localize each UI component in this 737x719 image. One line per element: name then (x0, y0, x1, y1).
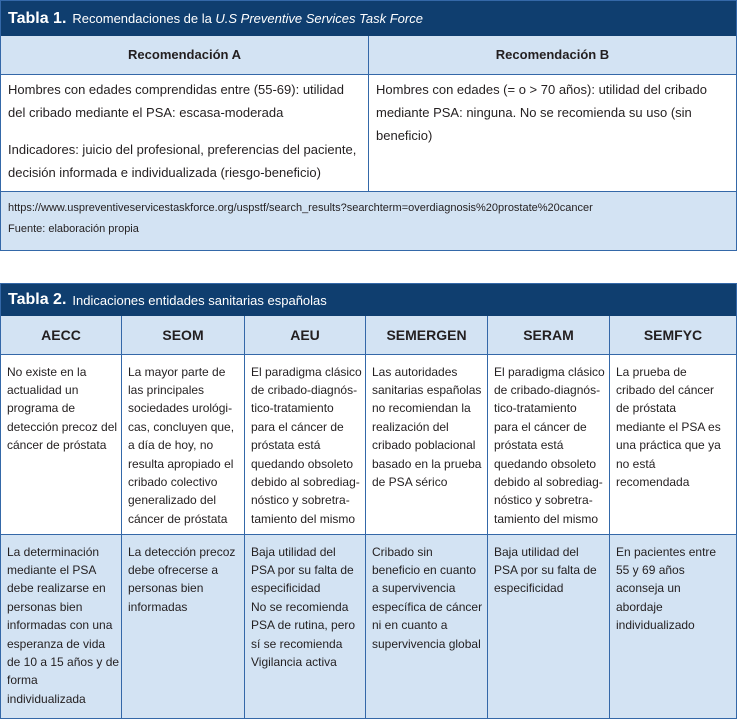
table-2-title-bar (1, 284, 736, 316)
col-header-semergen: SEMERGEN (366, 316, 488, 354)
header-recommendation-a: Recomendación A (1, 36, 369, 74)
recommendation-a-indicators: Indicadores: juicio del profesional, preferencias del paciente, decisión informada e individualizada (riesgo-beneficio) (8, 141, 357, 180)
cell-semergen-row-1: Las autoridades sanitarias españolas no recomiendan la realización del cribado poblacional basado en la prueba de PSA sérico (366, 355, 488, 534)
cell-aecc-row-2: La determinación mediante el PSA debe realizarse en personas bien informadas con una esperanza de vida de 10 a 15 años y de forma individualizada (1, 535, 122, 719)
source-note: Fuente: elaboración propia (8, 222, 139, 235)
cell-aeu-row-2: Baja utilidad del PSA por su falta de especificidad No se recomienda PSA de rutina, pero sí se recomienda Vigilancia activa (245, 535, 366, 719)
table-1-label: Tabla 1. (8, 9, 67, 27)
table-1-title: Recomendaciones de la (72, 11, 212, 26)
table-1-header-row (1, 36, 736, 75)
header-recommendation-b: Recomendación B (495, 47, 610, 63)
recommendation-a-text: Hombres con edades comprendidas entre (55-69): utilidad del cribado mediante el PSA: escasa-moderada (8, 81, 345, 120)
cell-semfyc-row-1: La prueba de cribado del cáncer de próstata mediante el PSA es una práctica que ya no está recomendada (616, 364, 721, 489)
source-url: https://www.uspreventiveservicestaskforce.org/uspstf/search_results?searchterm=overdiagnosis%20prostate%20cancer (8, 201, 593, 214)
table-1-title-bar (1, 1, 736, 36)
table-row (1, 535, 736, 719)
table-2-label: Tabla 2. (8, 291, 67, 308)
cell-aeu-row-1: El paradigma clásico de cribado-diagnós- tico-tratamiento para el cáncer de próstata está quedando obsoleto debido al sobrediag- nóstico y sobretra- tamiento del mismo (245, 355, 366, 534)
cell-semergen-row-2: Cribado sin beneficio en cuanto a supervivencia específica de cáncer ni en cuanto a supervivencia global (366, 535, 488, 719)
cell-seom-row-2: La detección precoz debe ofrecerse a personas bien informadas (122, 535, 245, 719)
table-row (1, 355, 736, 535)
col-header-seram: SERAM (488, 316, 610, 354)
col-header-seom: SEOM (122, 316, 245, 354)
col-header-aeu: AEU (245, 316, 366, 354)
table-2 (0, 283, 737, 719)
table-1 (0, 0, 737, 251)
cell-seom-row-1: La mayor parte de las principales sociedades urológi- cas, concluyen que, a día de hoy, no resulta apropiado el cribado colectivo generalizado del cáncer de próstata (122, 355, 245, 534)
table-1-body-row (1, 75, 736, 192)
cell-aecc-row-1: No existe en la actualidad un programa de detección precoz del cáncer de próstata (1, 355, 122, 534)
recommendation-b-cell (369, 75, 736, 191)
col-header-semfyc: SEMFYC (643, 326, 703, 343)
table-1-footer (1, 192, 736, 251)
recommendation-a-cell (1, 75, 369, 191)
recommendation-b-text: Hombres con edades (= o > 70 años): utilidad del cribado mediante PSA: ninguna. No se recomienda su uso (sin beneficio) (376, 81, 707, 143)
cell-seram-row-1: El paradigma clásico de cribado-diagnós- tico-tratamiento para el cáncer de próstata está quedando obsoleto debido al sobrediag- nóstico y sobretra- tamiento del mismo (488, 355, 610, 534)
table-1-title-italic: U.S Preventive Services Task Force (215, 11, 423, 26)
table-2-header-row (1, 316, 736, 355)
cell-seram-row-2: Baja utilidad del PSA por su falta de especificidad (488, 535, 610, 719)
table-2-title: Indicaciones entidades sanitarias españolas (72, 292, 327, 308)
cell-semfyc-row-2: En pacientes entre 55 y 69 años aconseja un abordaje individualizado (616, 544, 717, 633)
col-header-aecc: AECC (1, 316, 122, 354)
